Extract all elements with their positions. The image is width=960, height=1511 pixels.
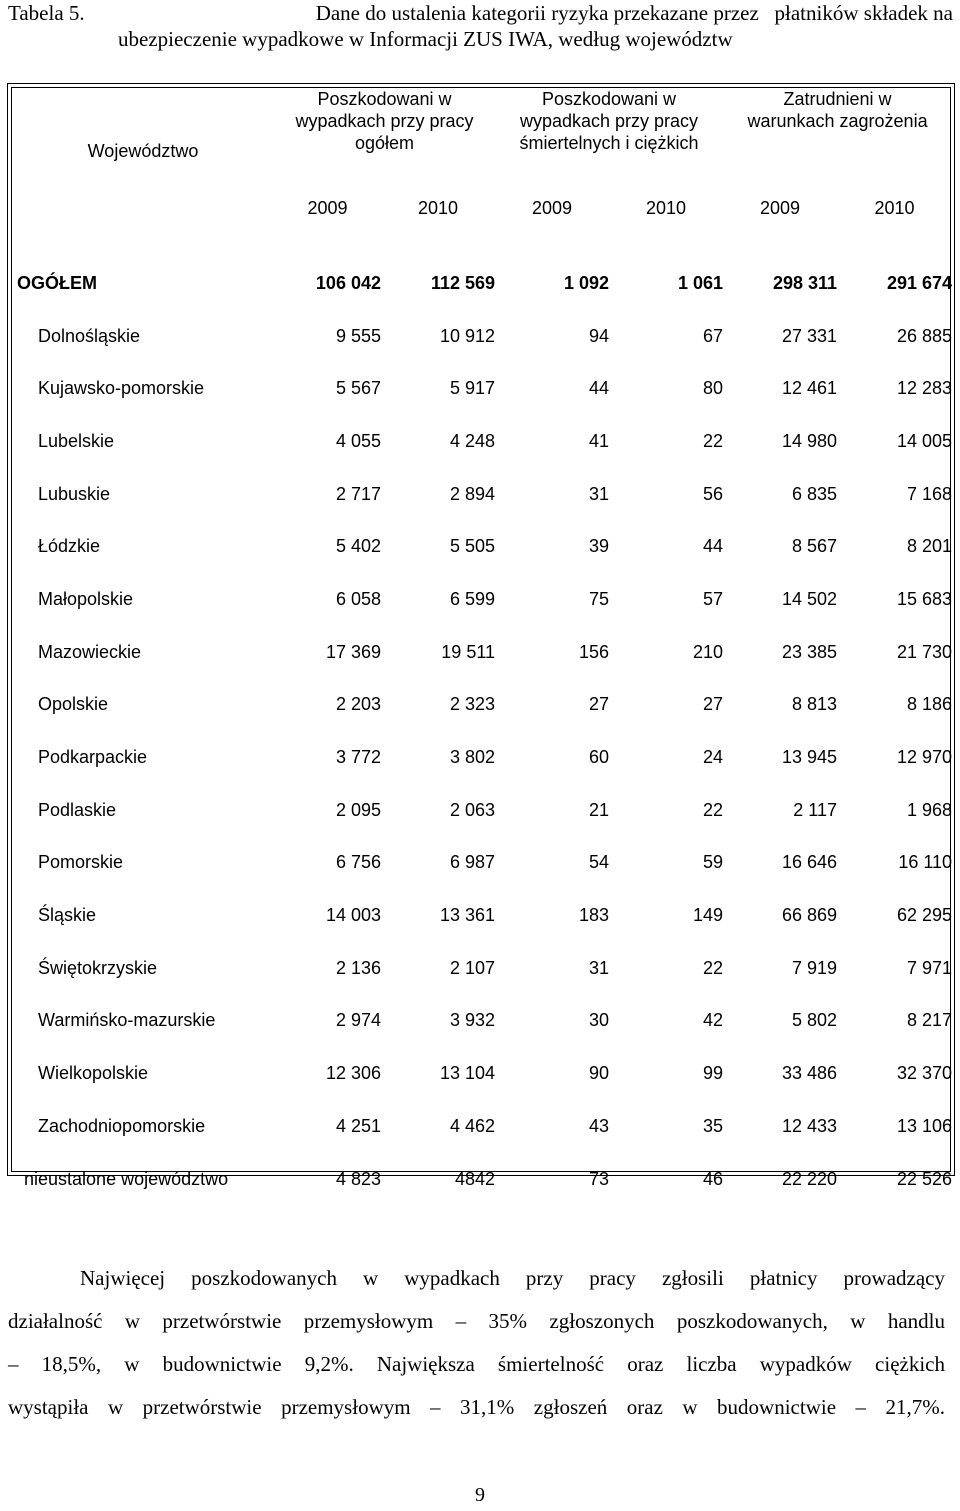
table-row (12, 310, 952, 363)
table-row (12, 626, 952, 679)
cell-value: 94 (588, 325, 610, 346)
cell-value: 39 (588, 536, 610, 557)
cell-value: 106 042 (315, 272, 381, 293)
cell-value: 27 (588, 694, 610, 715)
table-row (12, 415, 952, 468)
table-row (12, 257, 952, 310)
cell-value: 73 (588, 1168, 610, 1189)
cell-value: 12 433 (781, 1115, 838, 1136)
header-region: Województwo (87, 140, 199, 161)
cell-value: 15 683 (896, 588, 953, 609)
cell-value: 4 251 (335, 1115, 381, 1136)
table-row (12, 1153, 952, 1206)
year-header: 2009 (759, 198, 801, 218)
region-name: OGÓŁEM (17, 272, 97, 293)
region-name: nieustalone województwo (24, 1168, 229, 1189)
cell-value: 21 (588, 799, 610, 820)
cell-value: 13 361 (439, 905, 496, 926)
cell-value: 2 203 (335, 694, 381, 715)
cell-value: 66 869 (781, 905, 838, 926)
page-number: 9 (475, 1484, 485, 1506)
region-name: Łódzkie (38, 536, 101, 557)
cell-value: 22 220 (781, 1168, 838, 1189)
cell-value: 23 385 (781, 641, 838, 662)
cell-value: 12 283 (896, 378, 953, 399)
cell-value: 57 (702, 588, 724, 609)
cell-value: 2 717 (335, 483, 381, 504)
cell-value: 14 502 (781, 588, 838, 609)
caption-label: Tabela 5. (8, 1, 85, 25)
cell-value: 4 462 (449, 1115, 496, 1136)
cell-value: 42 (702, 1010, 724, 1031)
cell-value: 90 (588, 1063, 610, 1084)
cell-value: 1 061 (677, 272, 724, 293)
cell-value: 27 (702, 694, 724, 715)
cell-value: 60 (588, 747, 610, 768)
cell-value: 1 968 (906, 799, 953, 820)
cell-value: 6 835 (791, 483, 838, 504)
cell-value: 75 (588, 588, 610, 609)
header-group-injured-total: Poszkodowani w wypadkach przy pracy ogółem (295, 89, 474, 153)
cell-value: 33 486 (781, 1063, 838, 1084)
cell-value: 22 (702, 430, 724, 451)
cell-value: 10 912 (439, 325, 496, 346)
cell-value: 5 567 (335, 378, 381, 399)
cell-value: 5 917 (449, 378, 496, 399)
cell-value: 22 (702, 799, 724, 820)
data-table-frame (7, 83, 955, 1189)
cell-value: 14 980 (781, 430, 838, 451)
data-table (12, 88, 952, 1205)
paragraph-line: Najwięcej poszkodowanych w wypadkach przy pracy zgłosili płatnicy prowadzący (80, 1266, 945, 1290)
table-row (12, 520, 952, 573)
cell-value: 4 823 (335, 1168, 381, 1189)
region-name: Lubuskie (38, 483, 111, 504)
region-name: Zachodniopomorskie (38, 1115, 206, 1136)
cell-value: 3 802 (449, 747, 496, 768)
cell-value: 14 005 (896, 430, 953, 451)
cell-value: 27 331 (781, 325, 838, 346)
cell-value: 80 (702, 378, 724, 399)
region-name: Kujawsko-pomorskie (38, 378, 205, 399)
cell-value: 16 646 (781, 852, 838, 873)
year-header: 2009 (531, 198, 573, 218)
cell-value: 8 217 (906, 1010, 953, 1031)
paragraph-line: działalność w przetwórstwie przemysłowym – 35% zgłoszonych poszkodowanych, w handlu (8, 1309, 945, 1333)
cell-value: 291 674 (886, 272, 953, 293)
cell-value: 1 092 (563, 272, 610, 293)
header-group-hazard-employed: Zatrudnieni w warunkach zagrożenia (747, 89, 928, 131)
cell-value: 54 (588, 852, 610, 873)
table-caption (8, 0, 953, 52)
region-name: Opolskie (38, 694, 109, 715)
region-name: Małopolskie (38, 588, 134, 609)
cell-value: 3 772 (335, 747, 381, 768)
year-header: 2009 (307, 198, 348, 218)
table-row (12, 784, 952, 837)
paragraph-line: – 18,5%, w budownictwie 9,2%. Największa śmiertelność oraz liczba wypadków ciężkich (8, 1352, 945, 1376)
region-name: Mazowieckie (38, 641, 142, 662)
cell-value: 2 063 (449, 799, 496, 820)
cell-value: 22 526 (896, 1168, 953, 1189)
paragraph-line: wystąpiła w przetwórstwie przemysłowym – 31,1% zgłoszeń oraz w budownictwie – 21,7%. (8, 1395, 945, 1419)
cell-value: 7 168 (906, 483, 953, 504)
table-row (12, 837, 952, 890)
cell-value: 44 (702, 536, 724, 557)
table-row (12, 362, 952, 415)
cell-value: 30 (588, 1010, 610, 1031)
cell-value: 17 369 (325, 641, 381, 662)
table-row (12, 679, 952, 732)
cell-value: 43 (588, 1115, 610, 1136)
cell-value: 9 555 (335, 325, 381, 346)
table-row (12, 1100, 952, 1153)
cell-value: 2 107 (449, 957, 496, 978)
cell-value: 13 106 (896, 1115, 953, 1136)
table-row (12, 468, 952, 521)
table-row (12, 573, 952, 626)
cell-value: 2 136 (335, 957, 381, 978)
cell-value: 8 186 (906, 694, 953, 715)
region-name: Lubelskie (38, 430, 115, 451)
table-row (12, 942, 952, 995)
cell-value: 2 323 (449, 694, 496, 715)
cell-value: 156 (578, 641, 610, 662)
cell-value: 16 110 (898, 852, 953, 873)
cell-value: 59 (702, 852, 724, 873)
cell-value: 26 885 (896, 325, 953, 346)
region-name: Warmińsko-mazurskie (38, 1010, 216, 1031)
cell-value: 8 201 (906, 536, 953, 557)
table-row (12, 889, 952, 942)
summary-paragraph (8, 1257, 945, 1429)
cell-value: 5 402 (335, 536, 381, 557)
cell-value: 6 756 (335, 852, 381, 873)
cell-value: 210 (692, 641, 724, 662)
cell-value: 13 104 (439, 1063, 496, 1084)
cell-value: 2 117 (793, 799, 838, 820)
cell-value: 41 (588, 430, 610, 451)
region-name: Świętokrzyskie (38, 957, 158, 978)
cell-value: 5 505 (449, 536, 496, 557)
cell-value: 67 (702, 325, 724, 346)
cell-value: 35 (702, 1115, 724, 1136)
cell-value: 4 248 (449, 430, 496, 451)
year-header: 2010 (645, 198, 687, 218)
cell-value: 13 945 (781, 747, 838, 768)
year-header: 2010 (874, 198, 915, 218)
region-name: Podkarpackie (38, 747, 148, 768)
cell-value: 2 095 (335, 799, 381, 820)
cell-value: 12 306 (325, 1063, 381, 1084)
region-name: Wielkopolskie (38, 1063, 149, 1084)
cell-value: 6 987 (449, 852, 496, 873)
header-group-fatal-serious: Poszkodowani w wypadkach przy pracy śmiertelnych i ciężkich (519, 89, 699, 153)
cell-value: 149 (692, 905, 724, 926)
cell-value: 8 567 (791, 536, 838, 557)
cell-value: 6 599 (449, 588, 496, 609)
cell-value: 31 (588, 483, 610, 504)
year-header: 2010 (417, 198, 459, 218)
cell-value: 5 802 (791, 1010, 838, 1031)
cell-value: 3 932 (449, 1010, 496, 1031)
cell-value: 24 (702, 747, 724, 768)
cell-value: 21 730 (896, 641, 953, 662)
region-name: Pomorskie (38, 852, 124, 873)
cell-value: 6 058 (335, 588, 381, 609)
cell-value: 112 569 (430, 272, 496, 293)
cell-value: 22 (702, 957, 724, 978)
table-row (12, 1047, 952, 1100)
cell-value: 46 (702, 1168, 724, 1189)
cell-value: 2 974 (335, 1010, 381, 1031)
cell-value: 2 894 (449, 483, 496, 504)
region-name: Śląskie (38, 905, 97, 926)
region-name: Podlaskie (38, 799, 117, 820)
cell-value: 56 (702, 483, 724, 504)
cell-value: 4 055 (335, 430, 381, 451)
cell-value: 12 970 (896, 747, 953, 768)
cell-value: 19 511 (441, 641, 496, 662)
cell-value: 7 971 (906, 957, 953, 978)
cell-value: 7 919 (791, 957, 838, 978)
table-row (12, 731, 952, 784)
cell-value: 298 311 (772, 272, 838, 293)
cell-value: 62 295 (896, 905, 953, 926)
cell-value: 183 (578, 905, 610, 926)
region-name: Dolnośląskie (38, 325, 141, 346)
cell-value: 12 461 (781, 378, 838, 399)
caption-title-line2: ubezpieczenie wypadkowe w Informacji ZUS IWA, według województw (118, 27, 733, 51)
cell-value: 31 (588, 957, 610, 978)
cell-value: 8 813 (791, 694, 838, 715)
cell-value: 44 (588, 378, 610, 399)
table-row (12, 995, 952, 1048)
cell-value: 4842 (454, 1168, 496, 1189)
cell-value: 32 370 (896, 1063, 953, 1084)
cell-value: 99 (702, 1063, 724, 1084)
caption-title-line1: Dane do ustalenia kategorii ryzyka przekazane przez płatników składek na (315, 1, 953, 25)
cell-value: 14 003 (325, 905, 381, 926)
